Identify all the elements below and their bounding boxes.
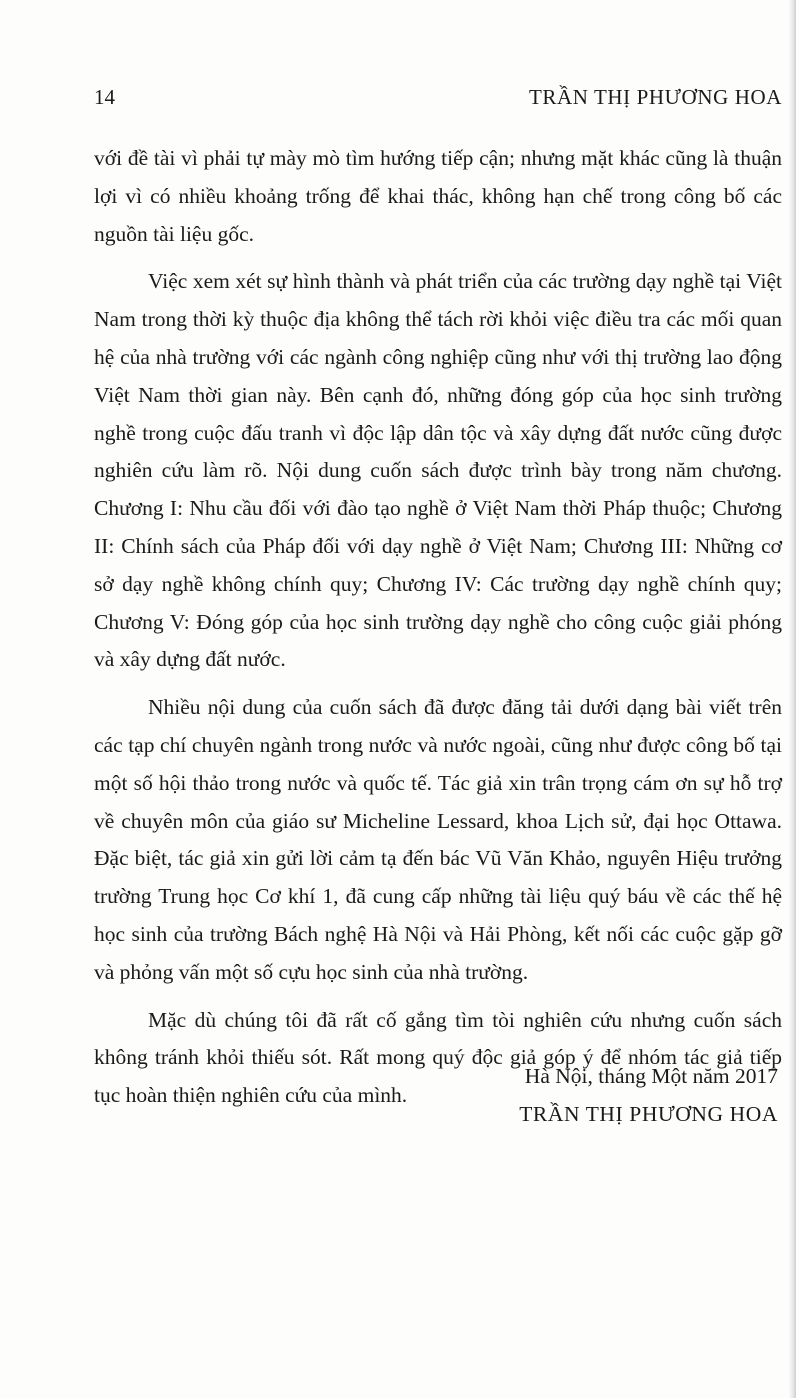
body-text: [94, 140, 782, 1125]
running-head-author: TRẦN THỊ PHƯƠNG HOA: [528, 85, 782, 109]
signature-block: [378, 1058, 778, 1134]
page-header: [94, 85, 782, 119]
page-number: 14: [94, 85, 115, 109]
place-date: Hà Nội, tháng Một năm 2017: [524, 1064, 778, 1088]
paragraph-book-structure: Việc xem xét sự hình thành và phát triển của các trường dạy nghề tại Việt Nam trong thời kỳ thuộc địa không thể tách rời khỏi việc điều tra các mối quan hệ của nhà trường với các ngành công nghiệp cũng như với thị trường lao động Việt Nam thời gian này. Bên cạnh đó, những đóng góp của học sinh trường nghề trong cuộc đấu tranh vì độc lập dân tộc và xây dựng đất nước cũng được nghiên cứu làm rõ. Nội dung cuốn sách được trình bày trong năm chương. Chương I: Nhu cầu đối với đào tạo nghề ở Việt Nam thời Pháp thuộc; Chương II: Chính sách của Pháp đối với dạy nghề ở Việt Nam; Chương III: Những cơ sở dạy nghề không chính quy; Chương IV: Các trường dạy nghề chính quy; Chương V: Đóng góp của học sinh trường dạy nghề cho công cuộc giải phóng và xây dựng đất nước.: [94, 269, 782, 672]
signature-author: TRẦN THỊ PHƯƠNG HOA: [519, 1101, 778, 1126]
paragraph-closing: Mặc dù chúng tôi đã rất cố gắng tìm tòi nghiên cứu nhưng cuốn sách không tránh khỏi thiếu sót. Rất mong quý độc giả góp ý để nhóm tác giả tiếp tục hoàn thiện nghiên cứu của mình.: [94, 1007, 782, 1108]
page-edge-shadow: [788, 0, 796, 1398]
paragraph-acknowledgements: Nhiều nội dung của cuốn sách đã được đăng tải dưới dạng bài viết trên các tạp chí chuyên ngành trong nước và nước ngoài, cũng như được công bố tại một số hội thảo trong nước và quốc tế. Tác giả xin trân trọng cám ơn sự hỗ trợ về chuyên môn của giáo sư Micheline Lessard, khoa Lịch sử, đại học Ottawa. Đặc biệt, tác giả xin gửi lời cảm tạ đến bác Vũ Văn Khảo, nguyên Hiệu trưởng trường Trung học Cơ khí 1, đã cung cấp những tài liệu quý báu về các thế hệ học sinh của trường Bách nghệ Hà Nội và Hải Phòng, kết nối các cuộc gặp gỡ và phỏng vấn một số cựu học sinh của nhà trường.: [94, 695, 782, 984]
paragraph-continuation: với đề tài vì phải tự mày mò tìm hướng tiếp cận; nhưng mặt khác cũng là thuận lợi vì có nhiều khoảng trống để khai thác, không hạn chế trong công bố các nguồn tài liệu gốc.: [94, 146, 782, 246]
